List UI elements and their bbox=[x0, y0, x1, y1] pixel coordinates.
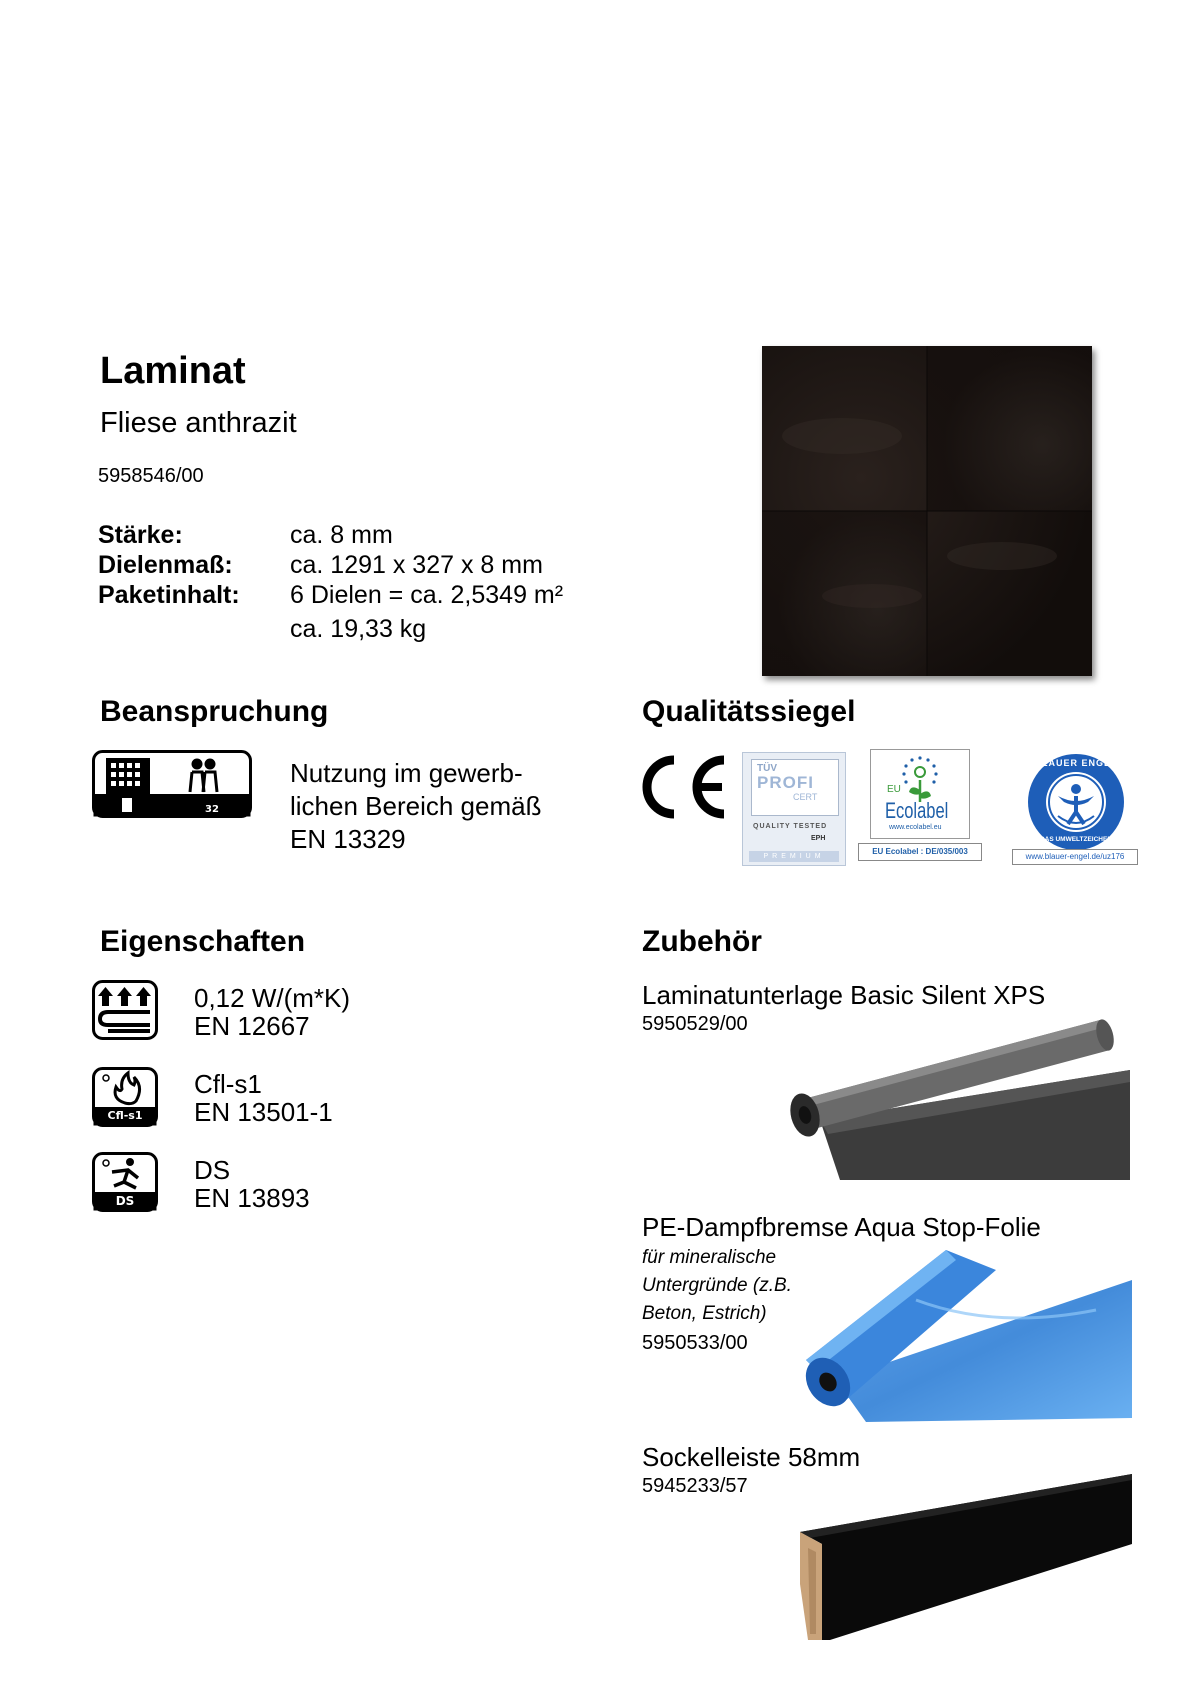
vapor-foil-roll-image bbox=[796, 1240, 1132, 1422]
spec-value-staerke: ca. 8 mm bbox=[290, 521, 393, 549]
spec-label-staerke: Stärke: bbox=[98, 521, 183, 549]
underlay-roll-image bbox=[780, 1010, 1130, 1180]
tuv-profi-cert-seal bbox=[742, 752, 846, 866]
tuv-title: PROFI bbox=[757, 773, 814, 792]
tuv-premium: PREMIUM bbox=[749, 851, 839, 862]
product-subtitle: Fliese anthrazit bbox=[100, 407, 297, 439]
blauer-engel-bottom: DAS UMWELTZEICHEN bbox=[1039, 836, 1113, 843]
accessory-3-sku: 5945233/57 bbox=[642, 1475, 748, 1497]
accessory-3-title: Sockelleiste 58mm bbox=[642, 1442, 861, 1472]
commercial-use-icon bbox=[92, 750, 252, 818]
beanspruchung-text bbox=[290, 757, 541, 856]
tuv-eph: EPH bbox=[811, 835, 826, 842]
prop-fire-norm: EN 13501-1 bbox=[194, 1097, 333, 1127]
prop-slip-value: DS bbox=[194, 1155, 231, 1185]
accessory-2-note-line-3: Beton, Estrich) bbox=[642, 1303, 767, 1324]
prop-slip-norm: EN 13893 bbox=[194, 1183, 310, 1213]
ecolabel-name: Ecolabel bbox=[885, 798, 949, 823]
spec-labels bbox=[98, 520, 240, 610]
load-class-label: 32 bbox=[205, 804, 219, 815]
qualitaet-heading: Qualitätssiegel bbox=[642, 695, 856, 728]
blauer-engel-seal bbox=[1026, 752, 1126, 852]
thermal-icon bbox=[92, 980, 158, 1040]
prop-thermal-norm: EN 12667 bbox=[194, 1011, 310, 1041]
eu-ecolabel-seal bbox=[870, 749, 970, 839]
blauer-engel-url: www.blauer-engel.de/uz176 bbox=[1012, 849, 1138, 865]
accessory-2-title: PE-Dampfbremse Aqua Stop-Folie bbox=[642, 1212, 1041, 1242]
accessory-1-title: Laminatunterlage Basic Silent XPS bbox=[642, 980, 1046, 1010]
spec-values bbox=[290, 520, 563, 644]
beanspruchung-line-1: Nutzung im gewerb- bbox=[290, 758, 523, 788]
spec-value-gewicht: ca. 19,33 kg bbox=[290, 615, 427, 643]
zubehoer-heading: Zubehör bbox=[642, 925, 762, 958]
slip-class-tag: DS bbox=[115, 1194, 135, 1208]
beanspruchung-line-3: EN 13329 bbox=[290, 824, 406, 854]
accessory-2-sku: 5950533/00 bbox=[642, 1332, 748, 1354]
product-title: Laminat bbox=[100, 350, 246, 392]
ecolabel-ref: EU Ecolabel : DE/035/003 bbox=[858, 843, 982, 861]
accessory-2-note-line-1: für mineralische bbox=[642, 1247, 777, 1268]
prop-thermal-value: 0,12 W/(m*K) bbox=[194, 983, 351, 1013]
beanspruchung-heading: Beanspruchung bbox=[100, 695, 329, 728]
product-tile-image bbox=[762, 346, 1092, 676]
beanspruchung-line-2: lichen Bereich gemäß bbox=[290, 791, 542, 821]
spec-value-dielenmass: ca. 1291 x 327 x 8 mm bbox=[290, 551, 543, 579]
accessory-2-note bbox=[642, 1244, 792, 1328]
skirting-board-image bbox=[800, 1474, 1132, 1640]
accessory-1-sku: 5950529/00 bbox=[642, 1013, 748, 1035]
tuv-cert: CERT bbox=[793, 792, 818, 802]
ecolabel-eu: EU bbox=[887, 784, 901, 795]
tuv-tested: QUALITY TESTED bbox=[753, 823, 828, 830]
tuv-name: TÜV bbox=[757, 763, 777, 774]
product-sku: 5958546/00 bbox=[98, 465, 204, 487]
prop-slip bbox=[194, 1156, 310, 1212]
fire-class-tag: Cfl-s1 bbox=[107, 1109, 143, 1122]
accessory-2-note-line-2: Untergründe (z.B. bbox=[642, 1275, 792, 1296]
prop-fire-value: Cfl-s1 bbox=[194, 1069, 262, 1099]
eigenschaften-heading: Eigenschaften bbox=[100, 925, 306, 958]
blauer-engel-top: BLAUER ENGEL bbox=[1034, 758, 1118, 768]
prop-thermal bbox=[194, 984, 350, 1040]
ecolabel-url: www.ecolabel.eu bbox=[889, 824, 942, 831]
spec-value-paketinhalt: 6 Dielen = ca. 2,5349 m² bbox=[290, 581, 564, 609]
spec-label-paketinhalt: Paketinhalt: bbox=[98, 581, 240, 609]
slip-icon bbox=[92, 1152, 158, 1212]
prop-fire bbox=[194, 1070, 333, 1126]
fire-icon bbox=[92, 1067, 158, 1127]
ce-mark-icon bbox=[636, 752, 731, 822]
spec-label-dielenmass: Dielenmaß: bbox=[98, 551, 233, 579]
